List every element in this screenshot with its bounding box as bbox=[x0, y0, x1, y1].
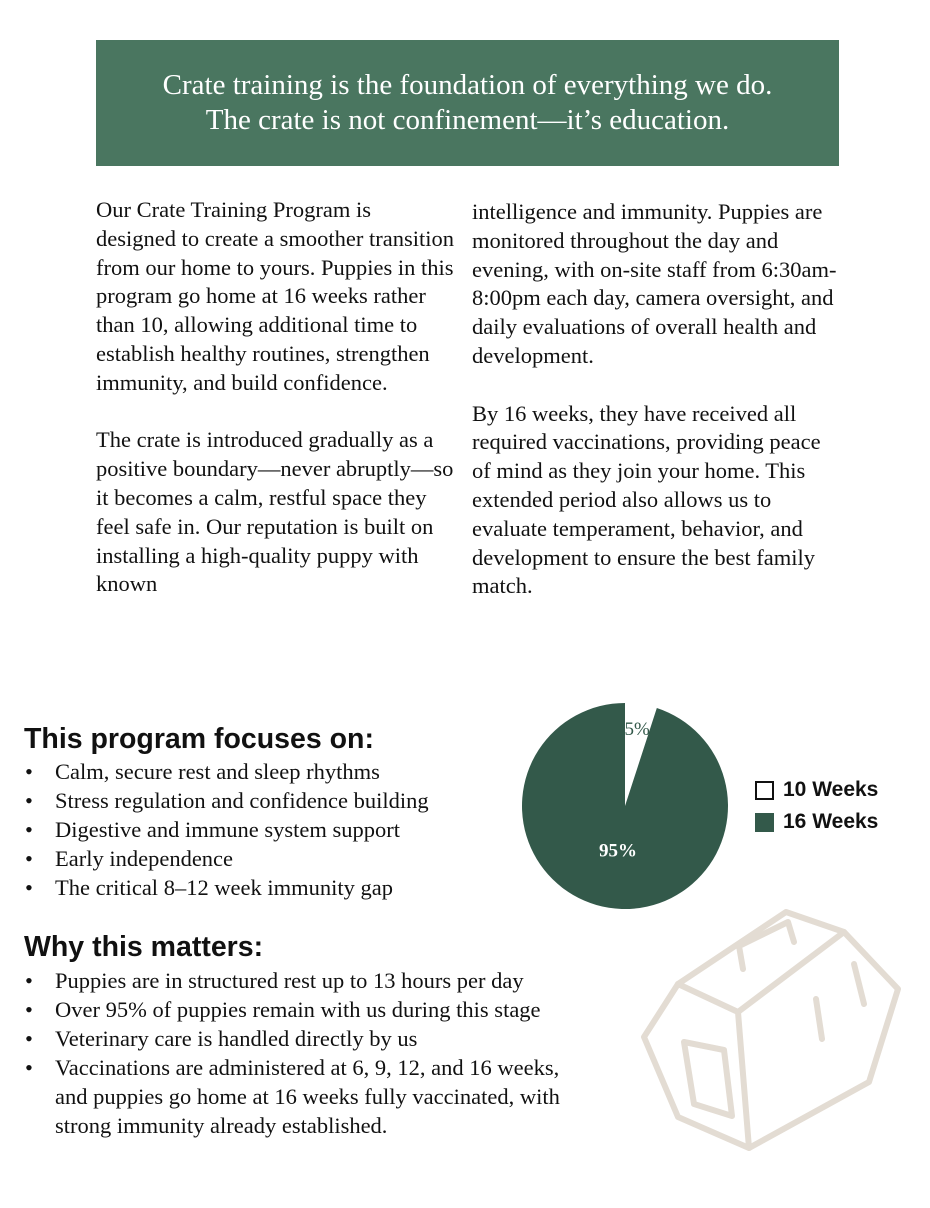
list-item bbox=[24, 995, 634, 1024]
bullet-icon: • bbox=[25, 788, 33, 813]
legend-item-10-weeks bbox=[755, 774, 878, 806]
crate-top-edge bbox=[738, 932, 844, 1012]
intro-paragraph: Our Crate Training Program is designed to create a smoother transition from our home to yours. Puppies in this program go home at 16 weeks rather than 10, allowing additional time to establish healthy routines, strengthen immunity, and build confidence. bbox=[96, 197, 455, 395]
chart-legend bbox=[755, 774, 878, 838]
bullet-icon: • bbox=[25, 759, 33, 784]
legend-swatch-16-weeks bbox=[755, 813, 774, 832]
pie-data-label: 95% bbox=[598, 840, 637, 862]
list-item bbox=[24, 966, 634, 995]
bullet-icon: • bbox=[25, 817, 33, 842]
list-item bbox=[24, 815, 504, 844]
list-item-text: Vaccinations are administered at 6, 9, 12, and 16 weeks, and puppies go home at 16 weeks fully vaccinated, with strong immunity already established. bbox=[55, 1055, 560, 1138]
list-item bbox=[24, 1024, 634, 1053]
pie-data-label: 5% bbox=[624, 718, 650, 740]
banner-line-2: The crate is not confinement—it’s education. bbox=[205, 104, 730, 136]
bullet-icon: • bbox=[25, 1026, 33, 1051]
intro-paragraph: By 16 weeks, they have received all required vaccinations, providing peace of mind as they join your home. This extended period also allows us to evaluate temperament, behavior, and development to ensure the best family match. bbox=[472, 400, 821, 599]
list-item-text: Calm, secure rest and sleep rhythms bbox=[55, 759, 380, 784]
list-item-text: Veterinary care is handled directly by us bbox=[55, 1026, 418, 1051]
bullet-icon: • bbox=[25, 968, 33, 993]
banner-line-1: Crate training is the foundation of everything we do. bbox=[162, 69, 773, 101]
legend-label: 16 Weeks bbox=[783, 810, 879, 833]
crate-outline bbox=[644, 912, 898, 1148]
list-item-text: Stress regulation and confidence building bbox=[55, 788, 429, 813]
bullet-icon: • bbox=[25, 875, 33, 900]
bullet-icon: • bbox=[25, 846, 33, 871]
crate-handle bbox=[739, 922, 794, 969]
intro-column-right bbox=[472, 198, 842, 630]
list-item-text: Early independence bbox=[55, 846, 234, 871]
crate-vent-1 bbox=[816, 999, 822, 1039]
list-item-text: The critical 8–12 week immunity gap bbox=[55, 875, 394, 900]
crate-vent-2 bbox=[854, 964, 864, 1004]
legend-label: 10 Weeks bbox=[783, 778, 879, 801]
matters-list bbox=[24, 966, 634, 1140]
bullet-icon: • bbox=[25, 1055, 33, 1080]
crate-door bbox=[684, 1042, 732, 1116]
list-item bbox=[24, 873, 504, 902]
list-item bbox=[24, 844, 504, 873]
list-item-text: Digestive and immune system support bbox=[55, 817, 400, 842]
list-item-text: Puppies are in structured rest up to 13 hours per day bbox=[55, 968, 524, 993]
focus-heading: This program focuses on: bbox=[24, 723, 374, 755]
matters-heading: Why this matters: bbox=[24, 931, 264, 963]
crate-icon bbox=[636, 904, 906, 1154]
pie-chart bbox=[516, 698, 746, 916]
header-banner bbox=[96, 40, 839, 166]
list-item bbox=[24, 757, 504, 786]
focus-list bbox=[24, 757, 504, 902]
legend-item-16-weeks bbox=[755, 806, 878, 838]
bullet-icon: • bbox=[25, 997, 33, 1022]
legend-swatch-10-weeks bbox=[755, 781, 774, 800]
intro-column-left bbox=[96, 196, 456, 628]
intro-paragraph: intelligence and immunity. Puppies are monitored throughout the day and evening, with on-site staff from 6:30am-8:00pm each day, camera oversight, and daily evaluations of overall health and development. bbox=[472, 199, 837, 368]
intro-paragraph: The crate is introduced gradually as a positive boundary—never abruptly—so it becomes a calm, restful space they feel safe in. Our reputation is built on installing a high-quality puppy with known bbox=[96, 427, 454, 597]
list-item-text: Over 95% of puppies remain with us during this stage bbox=[55, 997, 541, 1022]
list-item bbox=[24, 786, 504, 815]
list-item bbox=[24, 1053, 575, 1140]
